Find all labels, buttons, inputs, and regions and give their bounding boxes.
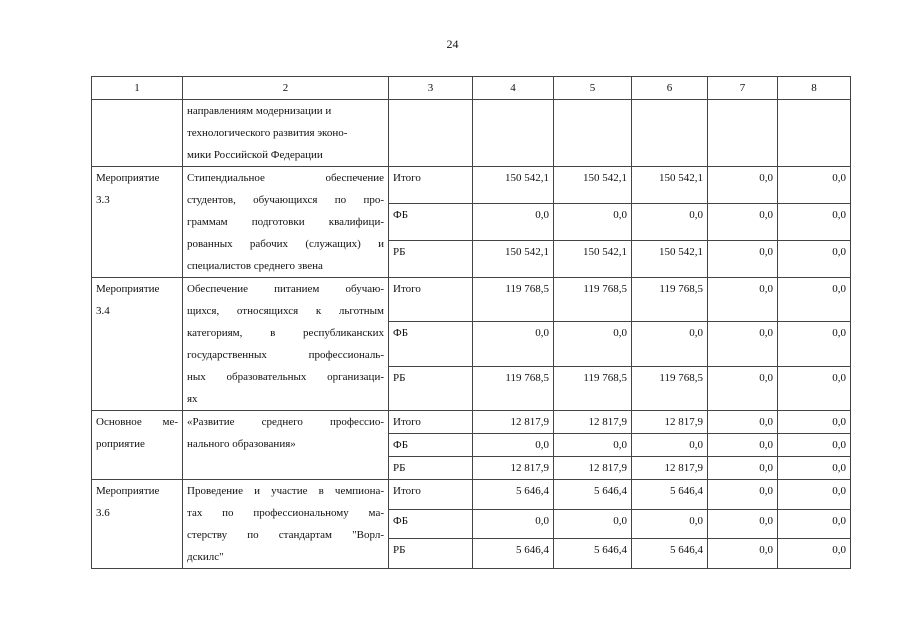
funding-source-cell: Итого	[389, 278, 473, 322]
description-line: Обеспечение питанием обучаю-	[187, 283, 384, 295]
amount-cell: 0,0	[778, 322, 851, 366]
description-cell	[183, 167, 389, 278]
measure-name-line: 3.3	[96, 194, 110, 206]
amount-cell: 0,0	[708, 457, 778, 480]
funding-source-cell: Итого	[389, 411, 473, 434]
header-cell: 7	[708, 77, 778, 100]
description-line: ях	[187, 393, 198, 405]
amount-cell: 119 768,5	[632, 366, 708, 410]
measure-name-line: Основное ме-	[96, 416, 178, 428]
budget-table	[91, 76, 851, 569]
measure-name-cell	[92, 411, 183, 480]
amount-cell: 0,0	[632, 434, 708, 457]
amount-cell: 5 646,4	[473, 480, 554, 510]
amount-cell: 12 817,9	[632, 457, 708, 480]
description-line: ных образовательных организаци-	[187, 371, 384, 383]
amount-cell: 119 768,5	[632, 278, 708, 322]
amount-cell: 0,0	[473, 509, 554, 539]
measure-name-line: Мероприятие	[96, 485, 160, 497]
amount-cell: 0,0	[778, 480, 851, 510]
header-cell: 1	[92, 77, 183, 100]
funding-source-cell: РБ	[389, 539, 473, 569]
funding-source-cell: РБ	[389, 457, 473, 480]
description-line: рованных рабочих (служащих) и	[187, 238, 384, 250]
funding-source-cell: Итого	[389, 167, 473, 204]
amount-cell: 0,0	[778, 434, 851, 457]
amount-cell: 0,0	[778, 539, 851, 569]
amount-cell: 5 646,4	[554, 539, 632, 569]
amount-cell: 12 817,9	[473, 411, 554, 434]
amount-cell: 12 817,9	[632, 411, 708, 434]
table-row	[92, 167, 851, 204]
description-line: государственных профессиональ-	[187, 349, 384, 361]
funding-source-cell: РБ	[389, 241, 473, 278]
amount-cell: 5 646,4	[632, 539, 708, 569]
measure-name-line: Мероприятие	[96, 283, 160, 295]
description-line: граммам подготовки квалифици-	[187, 216, 384, 228]
description-cell	[183, 278, 389, 411]
description-line: щихся, относящихся к льготным	[187, 305, 384, 317]
amount-cell: 0,0	[778, 411, 851, 434]
header-cell: 3	[389, 77, 473, 100]
amount-cell: 119 768,5	[554, 366, 632, 410]
description-line: категориям, в республиканских	[187, 327, 384, 339]
amount-cell: 150 542,1	[554, 241, 632, 278]
amount-cell: 150 542,1	[473, 167, 554, 204]
amount-cell: 0,0	[778, 366, 851, 410]
description-cell	[183, 480, 389, 569]
amount-cell: 0,0	[778, 167, 851, 204]
amount-cell: 150 542,1	[632, 241, 708, 278]
table-row	[92, 278, 851, 322]
description-line: нального образования»	[187, 438, 296, 450]
measure-name-cell	[92, 278, 183, 411]
amount-cell: 0,0	[632, 204, 708, 241]
amount-cell: 12 817,9	[554, 457, 632, 480]
amount-cell: 0,0	[554, 204, 632, 241]
description-line: тах по профессиональному ма-	[187, 507, 384, 519]
measure-name-cell	[92, 480, 183, 569]
amount-cell: 12 817,9	[473, 457, 554, 480]
measure-name-line: 3.6	[96, 507, 110, 519]
measure-name-line: 3.4	[96, 305, 110, 317]
amount-cell: 0,0	[708, 480, 778, 510]
measure-name-cell	[92, 167, 183, 278]
description-cell	[183, 411, 389, 480]
amount-cell: 0,0	[632, 509, 708, 539]
amount-cell: 119 768,5	[554, 278, 632, 322]
header-cell: 6	[632, 77, 708, 100]
description-line: дскилс"	[187, 551, 224, 563]
amount-cell: 0,0	[778, 204, 851, 241]
amount-cell: 0,0	[554, 434, 632, 457]
header-row	[92, 77, 851, 100]
description-line: мики Российской Федерации	[187, 149, 323, 161]
amount-cell: 0,0	[708, 322, 778, 366]
measure-name-line: Мероприятие	[96, 172, 160, 184]
description-line: Проведение и участие в чемпиона-	[187, 485, 384, 497]
amount-cell: 0,0	[708, 241, 778, 278]
table-body	[92, 167, 851, 569]
amount-cell: 150 542,1	[473, 241, 554, 278]
table-row	[92, 480, 851, 510]
amount-cell: 5 646,4	[632, 480, 708, 510]
amount-cell: 0,0	[778, 241, 851, 278]
amount-cell: 0,0	[708, 278, 778, 322]
amount-cell: 0,0	[708, 539, 778, 569]
amount-cell: 0,0	[708, 167, 778, 204]
amount-cell: 0,0	[473, 322, 554, 366]
page-number: 24	[446, 37, 459, 51]
amount-cell: 0,0	[708, 434, 778, 457]
description-line: технологического развития эконо-	[187, 127, 348, 139]
amount-cell: 0,0	[632, 322, 708, 366]
description-line: студентов, обучающихся по про-	[187, 194, 384, 206]
amount-cell: 0,0	[473, 204, 554, 241]
amount-cell: 12 817,9	[554, 411, 632, 434]
amount-cell: 0,0	[708, 509, 778, 539]
description-line: Стипендиальное обеспечение	[187, 172, 384, 184]
header-cell: 5	[554, 77, 632, 100]
name-cell	[92, 100, 183, 167]
amount-cell: 150 542,1	[632, 167, 708, 204]
amount-cell: 119 768,5	[473, 278, 554, 322]
table-row	[92, 411, 851, 434]
amount-cell: 0,0	[554, 322, 632, 366]
header-cell: 4	[473, 77, 554, 100]
description-line: «Развитие среднего профессио-	[187, 416, 384, 428]
funding-source-cell: ФБ	[389, 509, 473, 539]
amount-cell: 150 542,1	[554, 167, 632, 204]
funding-source-cell: ФБ	[389, 434, 473, 457]
amount-cell: 119 768,5	[473, 366, 554, 410]
amount-cell: 0,0	[473, 434, 554, 457]
description-line: специалистов среднего звена	[187, 260, 323, 272]
description-cell	[183, 100, 389, 167]
amount-cell: 0,0	[778, 509, 851, 539]
amount-cell: 0,0	[778, 457, 851, 480]
amount-cell: 0,0	[708, 411, 778, 434]
amount-cell: 0,0	[708, 204, 778, 241]
amount-cell: 5 646,4	[554, 480, 632, 510]
header-cell: 2	[183, 77, 389, 100]
funding-source-cell: РБ	[389, 366, 473, 410]
amount-cell: 0,0	[778, 278, 851, 322]
amount-cell: 5 646,4	[473, 539, 554, 569]
measure-name-line: роприятие	[96, 438, 145, 450]
amount-cell: 0,0	[708, 366, 778, 410]
header-cell: 8	[778, 77, 851, 100]
description-line: стерству по стандартам "Ворл-	[187, 529, 384, 541]
continuation-row	[92, 100, 851, 167]
funding-source-cell: Итого	[389, 480, 473, 510]
description-line: направлениям модернизации и	[187, 105, 332, 117]
funding-source-cell: ФБ	[389, 204, 473, 241]
amount-cell: 0,0	[554, 509, 632, 539]
funding-source-cell: ФБ	[389, 322, 473, 366]
